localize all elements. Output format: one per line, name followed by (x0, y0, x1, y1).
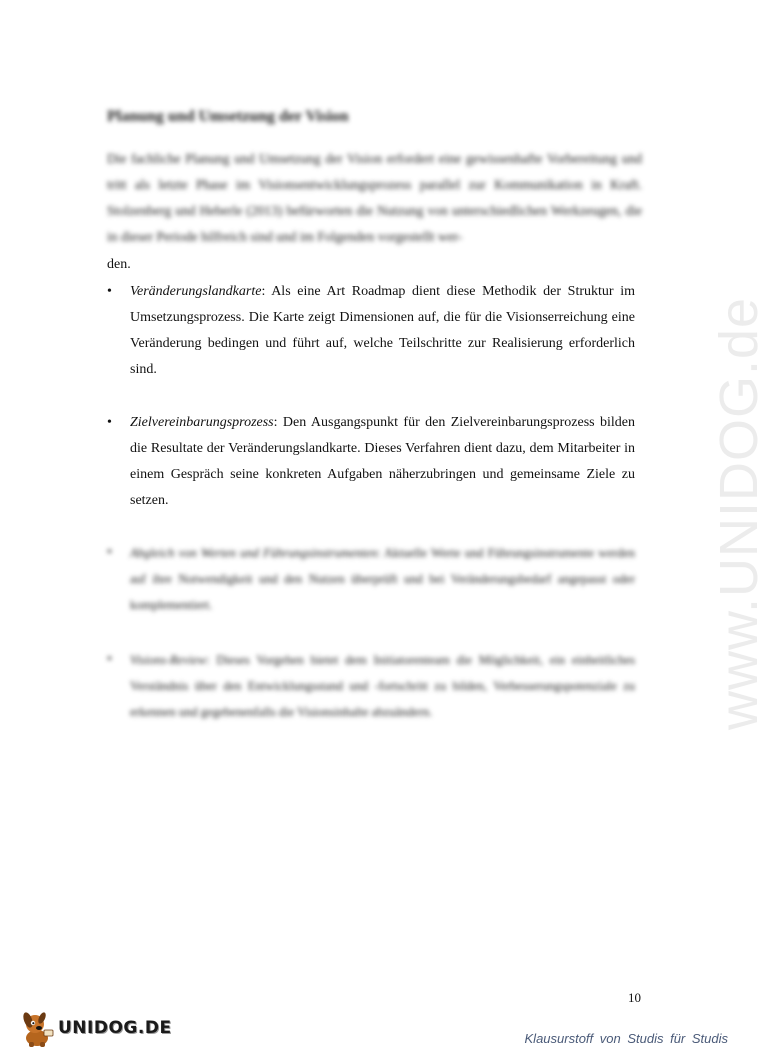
page-number: 10 (628, 990, 641, 1005)
list-item-description: : Aktuelle Werte und Führungsinstrumente werden auf ihre Notwendigkeit und den Nutzen überprüft und bei Veränderungsbedarf angepasst oder komplementiert. (130, 546, 635, 612)
list-item-term: Abgleich von Werten und Führungsinstrumenten (130, 546, 377, 560)
footer-tagline: Klausurstoff von Studis für Studis (524, 1031, 728, 1046)
list-item-term: Zielvereinbarungsprozess (130, 415, 274, 430)
list-item-term: Visions-Review (130, 653, 207, 667)
unidog-logo[interactable] (20, 1008, 172, 1048)
list-item-abgleich (107, 540, 635, 618)
bullet-icon: • (107, 545, 112, 560)
intro-paragraph-tail: den. (107, 257, 131, 272)
bullet-icon: • (107, 652, 112, 667)
list-item-term: Veränderungslandkarte (130, 284, 262, 299)
list-item-visions-review (107, 647, 635, 725)
list-item-text (130, 279, 635, 383)
list-item-description: : Dieses Vorgehen bietet dem Initiatorenteam die Möglichkeit, ein einheitliches Verständnis über den Entwicklungsstand und -fortschritt zu bilden, Verbesserungspotenziale zu erkennen und gegebenenfalls die Visionsinhalte abzuändern. (130, 653, 635, 719)
dog-mascot-icon (20, 1008, 56, 1048)
section-heading: Planung und Umsetzung der Vision (107, 108, 349, 125)
list-item-text (130, 540, 635, 618)
bullet-icon: • (107, 284, 112, 299)
list-item-veraenderungslandkarte (107, 279, 635, 383)
intro-paragraph: Die fachliche Planung und Umsetzung der Vision erfordert eine gewissenhafte Vorbereitung und tritt als letzte Phase im Visionsentwicklungsprozess parallel zur Kommunikation in Kraft. Stolzenberg und Heberle (2013) befürworten die Nutzung von unterschiedlichen Werkzeugen, die in dieser Periode hilfreich sind und im Folgenden vorgestellt wer- (107, 151, 642, 244)
list-item-zielvereinbarungsprozess (107, 410, 635, 514)
list-item-description: : Den Ausgangspunkt für den Zielvereinbarungsprozess bilden die Resultate der Veränderungslandkarte. Dieses Verfahren dient dazu, dem Mitarbeiter in einem Gespräch seine konkreten Aufgaben näherzubringen und gemeinsame Ziele zu setzen. (130, 415, 635, 508)
watermark: www.UNIDOG.de (709, 296, 769, 730)
list-item-text (130, 410, 635, 514)
bullet-icon: • (107, 415, 112, 430)
list-item-text (130, 647, 635, 725)
list-item-description: : Als eine Art Roadmap dient diese Methodik der Struktur im Umsetzungsprozess. Die Karte zeigt Dimensionen auf, die für die Visionserreichung eine Veränderung bedingen und führt auf, welche Teilschritte zur Realisierung erforderlich sind. (130, 284, 635, 377)
logo-wordmark: UNIDOG.DE (58, 1018, 172, 1038)
